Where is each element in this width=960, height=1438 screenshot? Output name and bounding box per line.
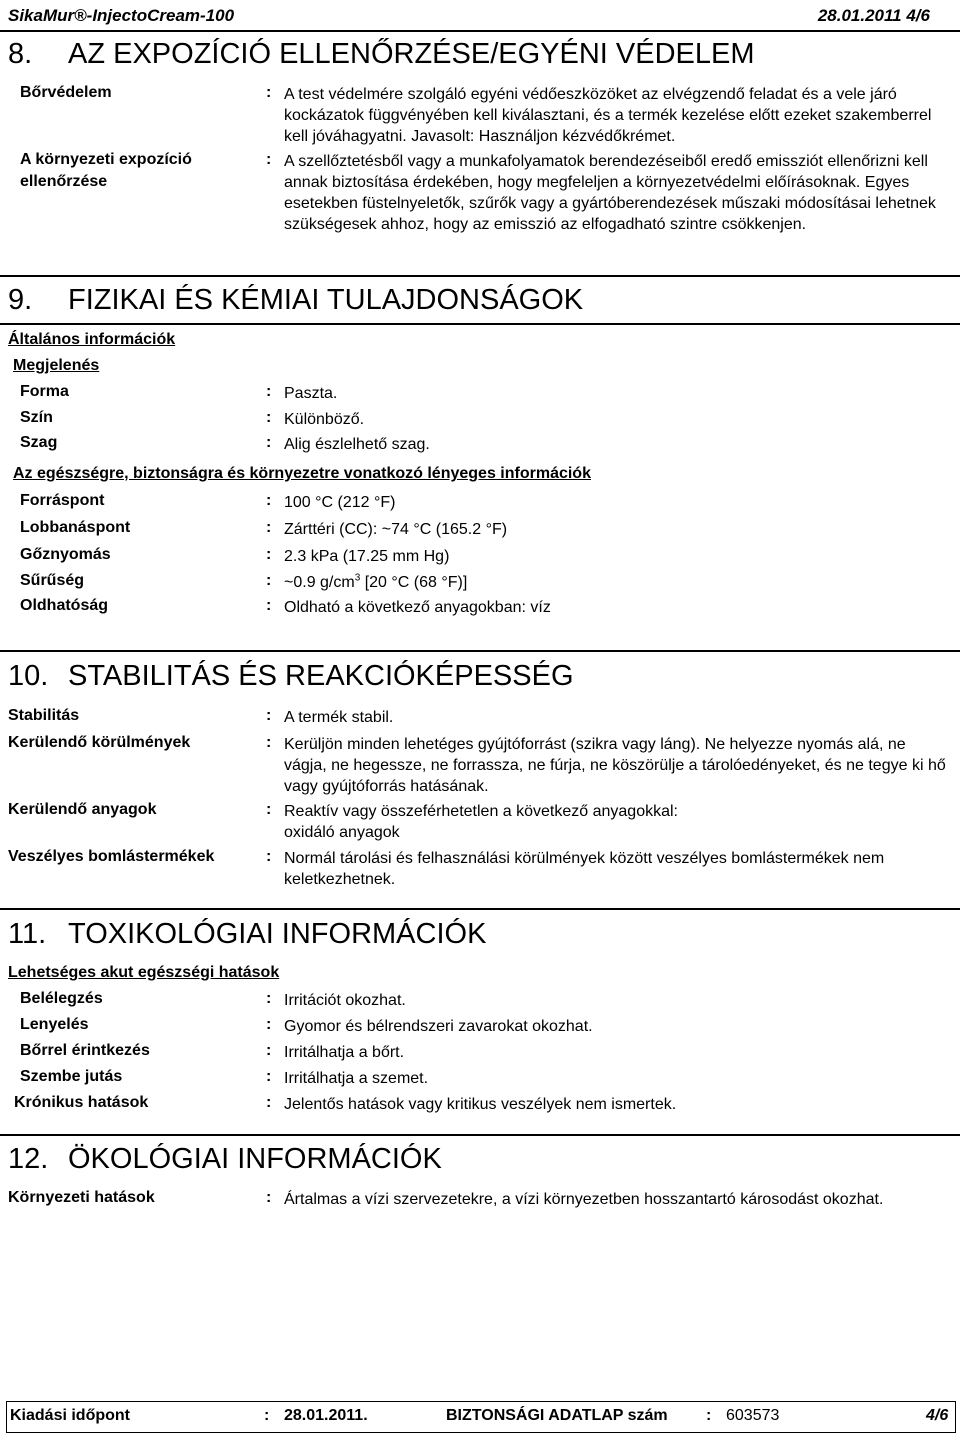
skin-protection-label: Bőrvédelem xyxy=(20,84,112,101)
chronic-effects-value: Jelentős hatások vagy kritikus veszélyek nem ismertek. xyxy=(284,1096,677,1113)
color-label: Szín xyxy=(20,409,53,426)
colon: : xyxy=(266,1042,272,1059)
colon: : xyxy=(266,707,272,724)
ingestion-value: Gyomor és bélrendszeri zavarokat okozhat. xyxy=(284,1018,593,1035)
colon: : xyxy=(266,84,272,101)
colon: : xyxy=(266,572,272,589)
section-rule xyxy=(0,275,960,277)
colon: : xyxy=(266,434,272,451)
colon: : xyxy=(266,1068,272,1085)
colon: : xyxy=(266,546,272,563)
materials-avoid-value-2: oxidáló anyagok xyxy=(284,824,400,841)
materials-avoid-label: Kerülendő anyagok xyxy=(8,801,157,818)
colon: : xyxy=(266,734,272,751)
inhalation-label: Belélegzés xyxy=(20,990,103,1007)
section-11-title: 11. TOXIKOLÓGIAI INFORMÁCIÓK xyxy=(8,918,487,950)
eye-contact-label: Szembe jutás xyxy=(20,1068,123,1085)
vapor-pressure-label: Gőznyomás xyxy=(20,546,111,563)
issue-date-label: Kiadási időpont xyxy=(10,1407,130,1424)
conditions-avoid-label: Kerülendő körülmények xyxy=(8,734,191,751)
acute-effects-heading: Lehetséges akut egészségi hatások xyxy=(8,964,280,981)
colon: : xyxy=(266,151,272,168)
product-name: SikaMur®-InjectoCream-100 xyxy=(8,6,235,25)
colon: : xyxy=(266,801,272,818)
inhalation-value: Irritációt okozhat. xyxy=(284,992,406,1009)
colon: : xyxy=(266,1094,272,1111)
solubility-label: Oldhatóság xyxy=(20,597,109,614)
eye-contact-value: Irritálhatja a szemet. xyxy=(284,1070,429,1087)
section-8-title: 8. AZ EXPOZÍCIÓ ELLENŐRZÉSE/EGYÉNI VÉDELEM xyxy=(8,38,755,70)
color-value: Különböző. xyxy=(284,411,365,428)
boiling-point-label: Forráspont xyxy=(20,492,105,509)
page-number: 4/6 xyxy=(926,1407,949,1424)
header-date-page: 28.01.2011 4/6 xyxy=(817,6,930,25)
solubility-value: Oldható a következő anyagokban: víz xyxy=(284,599,551,616)
colon: : xyxy=(266,990,272,1007)
section-rule xyxy=(0,323,960,325)
colon: : xyxy=(266,597,272,614)
env-exposure-text: A szellőztetésből vagy a munkafolyamatok berendezéseiből eredő emissziót ellenőrizni kell annak biztosítása érdekében, hogy megfeleljen a környezetvédelmi előírásoknak. Egyes esetekben füstelnyeletők, szűrők vagy a gyártóberendezések műszaki módosításai lehetnek szükségesek ahhoz, hogy az emisszió az elfogadható szintre csökkenjen. xyxy=(284,153,936,233)
materials-avoid-value-1: Reaktív vagy összeférhetetlen a következő anyagokkal: xyxy=(284,803,678,820)
ingestion-label: Lenyelés xyxy=(20,1016,89,1033)
colon: : xyxy=(706,1407,712,1424)
sds-number-label: BIZTONSÁGI ADATLAP szám xyxy=(446,1407,668,1424)
appearance-heading: Megjelenés xyxy=(13,357,100,374)
vapor-pressure-value: 2.3 kPa (17.25 mm Hg) xyxy=(284,548,450,565)
sds-number-value: 603573 xyxy=(726,1407,780,1424)
odor-label: Szag xyxy=(20,434,58,451)
colon: : xyxy=(266,409,272,426)
general-info-heading: Általános információk xyxy=(8,331,176,348)
stability-value: A termék stabil. xyxy=(284,709,394,726)
colon: : xyxy=(266,492,272,509)
skin-protection-text: A test védelmére szolgáló egyéni védőeszközöket az elvégzendő feladat és a vele járó kockázatok függvényében kell kiválasztani, és a termék kezelése előtt ezeket szakemberrel kell jóváhagyatni. Javasolt: Használjon kézvédőkrémet. xyxy=(284,86,932,145)
section-rule xyxy=(0,908,960,910)
form-label: Forma xyxy=(20,383,69,400)
density-value: ~0.9 $g/cm^3$ [20 °C (68 °F)] xyxy=(284,572,468,591)
flash-point-label: Lobbanáspont xyxy=(20,519,131,536)
colon: : xyxy=(264,1407,270,1424)
section-12-title: 12. ÖKOLÓGIAI INFORMÁCIÓK xyxy=(8,1143,442,1175)
env-exposure-label-1: A környezeti expozíció xyxy=(20,151,192,168)
form-value: Paszta. xyxy=(284,385,338,402)
density-label: Sűrűség xyxy=(20,572,85,589)
colon: : xyxy=(266,519,272,536)
env-exposure-label-2: ellenőrzése xyxy=(20,173,108,190)
issue-date-value: 28.01.2011. xyxy=(284,1407,368,1424)
section-rule xyxy=(0,1134,960,1136)
section-rule xyxy=(0,650,960,652)
colon: : xyxy=(266,383,272,400)
env-effects-label: Környezeti hatások xyxy=(8,1189,155,1206)
env-effects-value: Ártalmas a vízi szervezetekre, a vízi környezetben hosszantartó károsodást okozhat. xyxy=(284,1191,884,1208)
colon: : xyxy=(266,1016,272,1033)
stability-label: Stabilitás xyxy=(8,707,80,724)
conditions-avoid-value: Kerüljön minden lehetéges gyújtóforrást (szikra vagy láng). Ne helyezze nyomás alá, ne vágja, ne hegessze, ne forrassza, ne fúrja, ne köszörülje a tárolóedényeket, és ne tegye ki hő vagy gyújtóforrás hatásának. xyxy=(284,736,946,795)
health-info-heading: Az egészségre, biztonságra és környezetre vonatkozó lényeges információk xyxy=(13,465,591,482)
section-rule xyxy=(0,30,960,32)
decomposition-label: Veszélyes bomlástermékek xyxy=(8,848,215,865)
section-9-title: 9. FIZIKAI ÉS KÉMIAI TULAJDONSÁGOK xyxy=(8,284,584,316)
colon: : xyxy=(266,848,272,865)
boiling-point-value: 100 °C (212 °F) xyxy=(284,494,396,511)
chronic-effects-label: Krónikus hatások xyxy=(14,1094,149,1111)
skin-contact-label: Bőrrel érintkezés xyxy=(20,1042,150,1059)
odor-value: Alig észlelhető szag. xyxy=(284,436,430,453)
decomposition-value: Normál tárolási és felhasználási körülmények között veszélyes bomlástermékek nem keletkezhetnek. xyxy=(284,850,885,888)
colon: : xyxy=(266,1189,272,1206)
skin-contact-value: Irritálhatja a bőrt. xyxy=(284,1044,405,1061)
section-10-title: 10. STABILITÁS ÉS REAKCIÓKÉPESSÉG xyxy=(8,660,574,692)
flash-point-value: Zárttéri (CC): ~74 °C (165.2 °F) xyxy=(284,521,508,538)
